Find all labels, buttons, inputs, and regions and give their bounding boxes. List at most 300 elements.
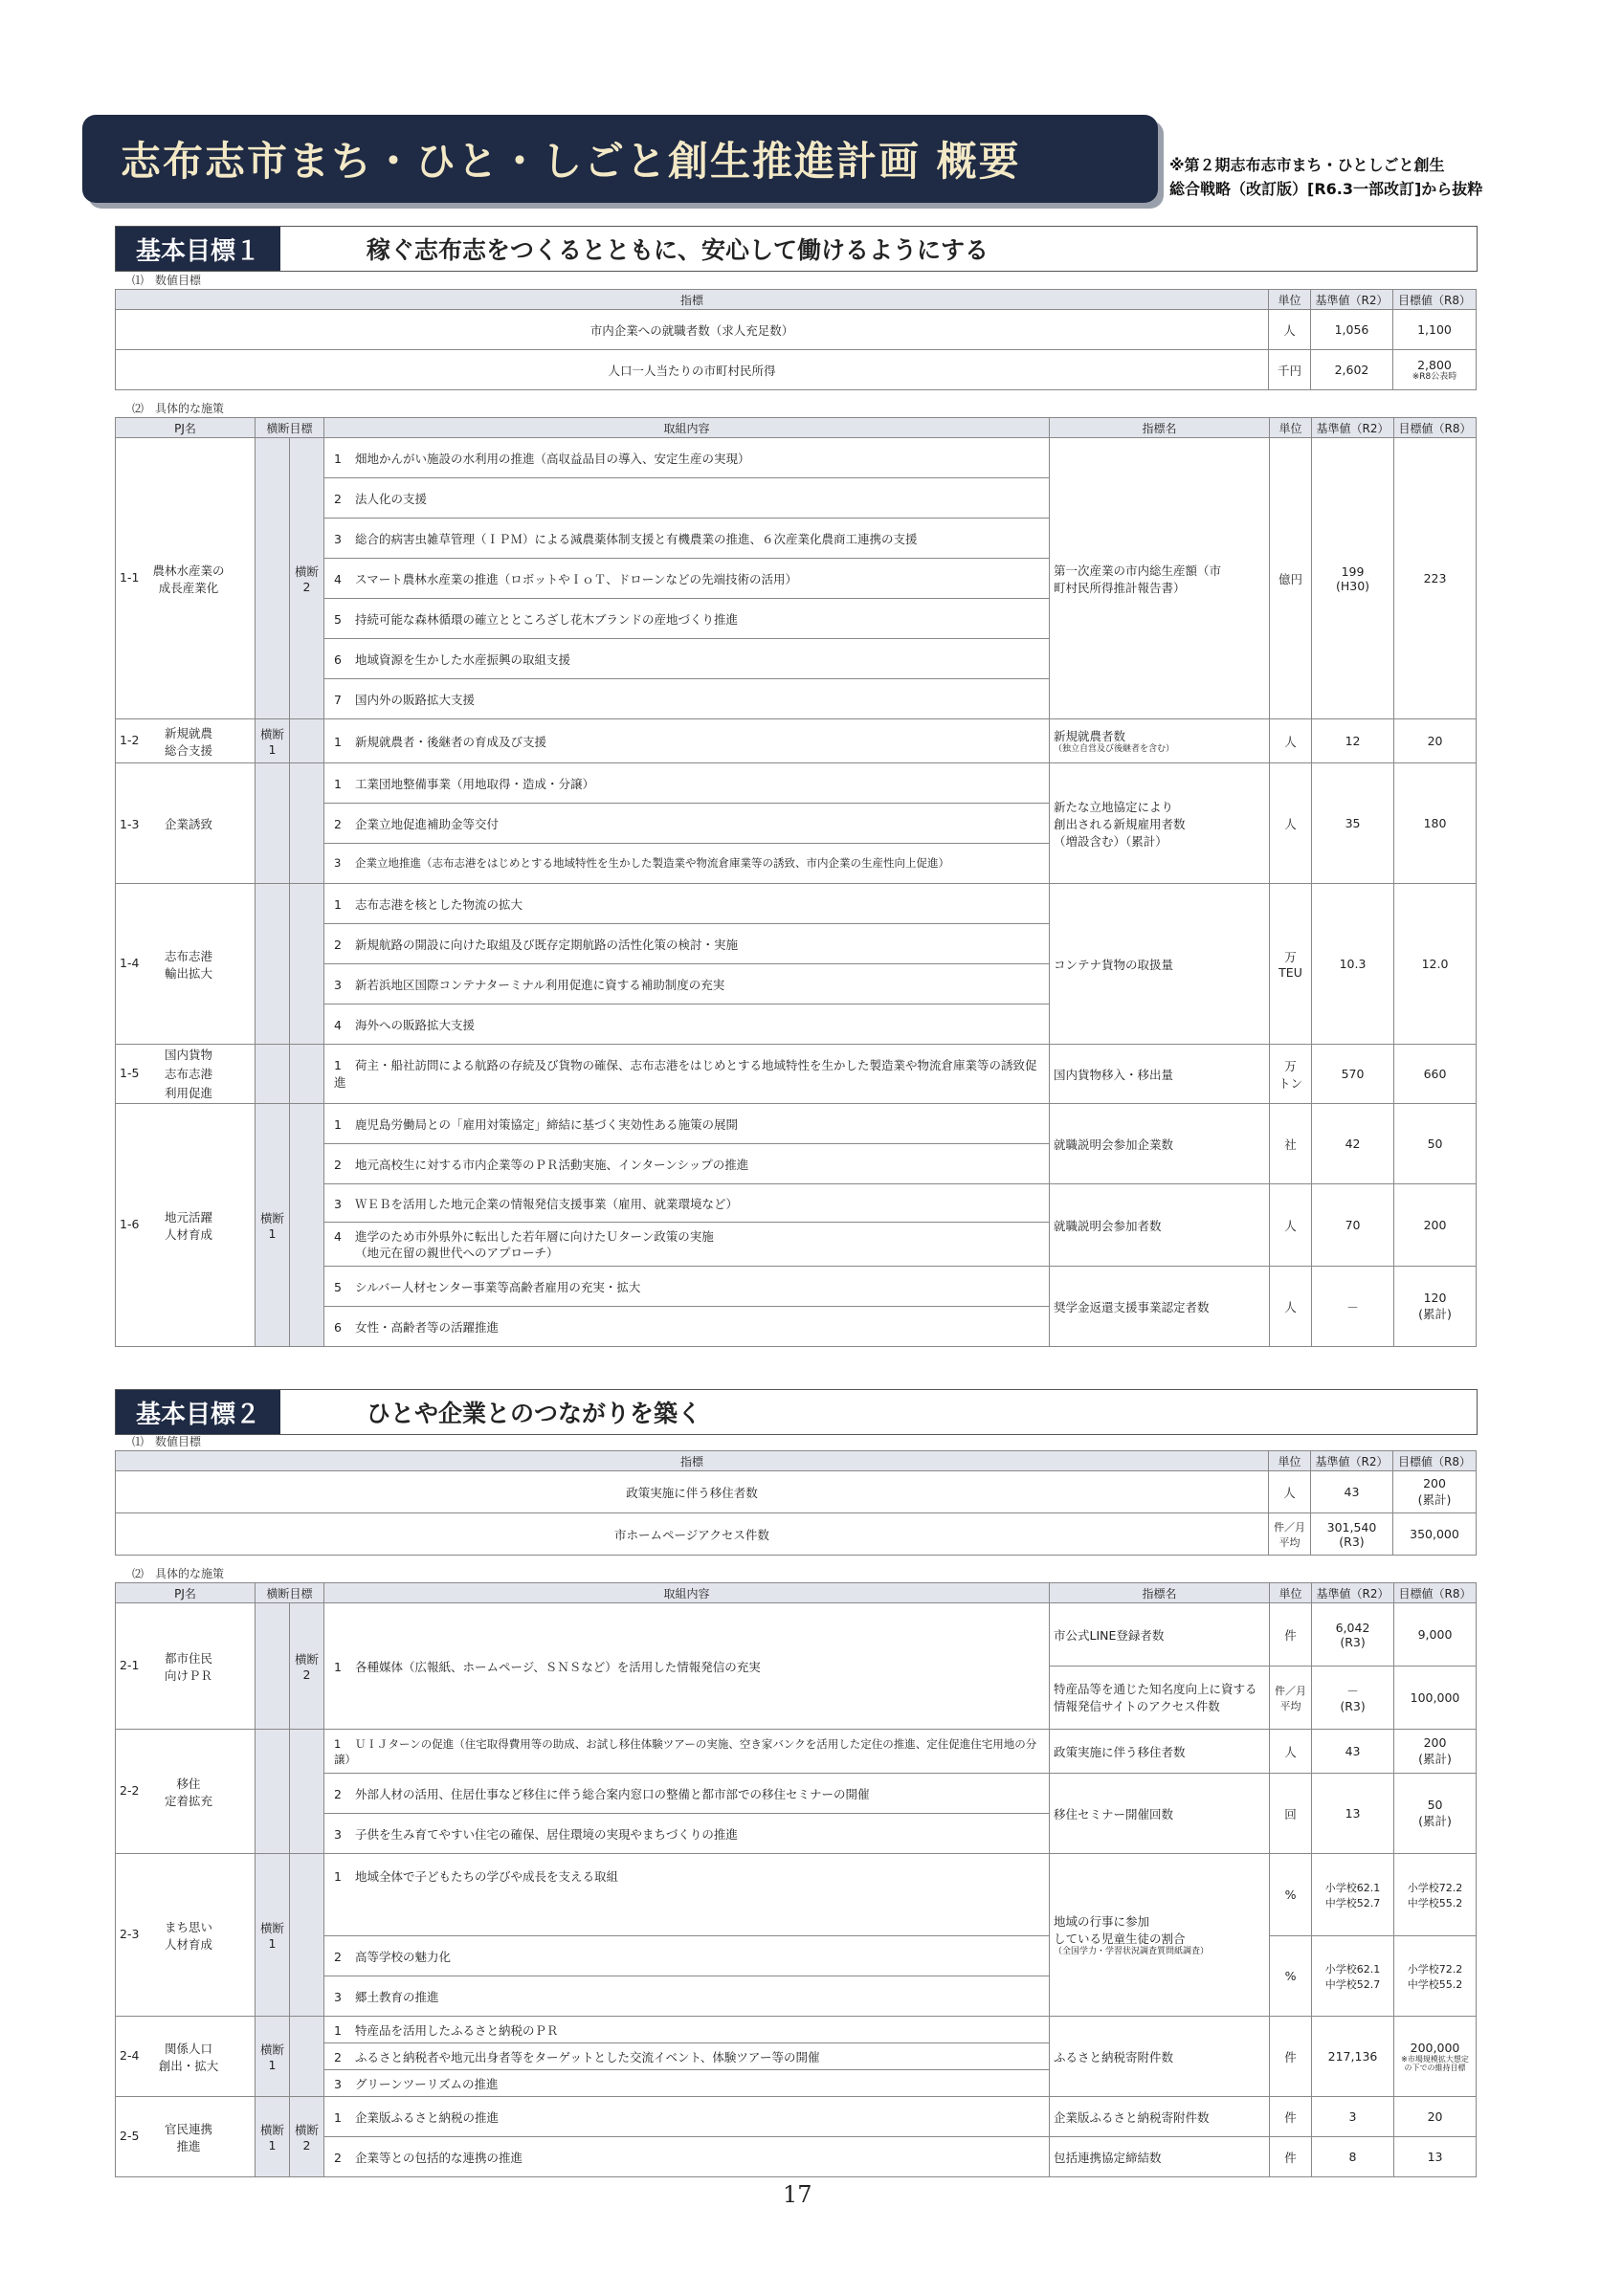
item-text: 持続可能な森林循環の確立とところざし花木ブランドの産地づくり推進 (355, 611, 739, 627)
col-indname: 指標名 (1050, 418, 1270, 438)
unit-cell: % (1270, 1854, 1312, 1936)
cross-cell (256, 719, 290, 763)
pj-name: 農林水産業の (152, 563, 225, 578)
indicator-cell: 市内企業への就職者数（求人充足数） (116, 310, 1269, 350)
item-text: 新規就農者・後継者の育成及び支援 (355, 734, 547, 749)
item-text: 志布志港を核とした物流の拡大 (355, 896, 523, 912)
pj-name: 輸出拡大 (164, 965, 212, 981)
col-unit: 単位 (1269, 1451, 1311, 1471)
goal2-header (115, 1389, 1478, 1435)
col-base: 基準値（R2） (1311, 1451, 1393, 1471)
unit-cell: 回 (1270, 1774, 1312, 1854)
base-value: 小学校62.1 (1324, 1881, 1381, 1894)
target-value: 200,000 (1410, 2041, 1460, 2055)
item-number: 2 (334, 2150, 342, 2165)
pj-number: 2-5 (120, 2129, 140, 2143)
pj-name: 人材育成 (164, 1226, 212, 1242)
list-item (324, 924, 1050, 964)
unit-cell: 件 (1270, 2137, 1312, 2177)
item-text: 地元高校生に対する市内企業等のＰＲ活動実施、インターンシップの推進 (355, 1157, 749, 1172)
unit-cell: % (1270, 1936, 1312, 2017)
cross-label: 横断 (259, 2123, 284, 2137)
cross-cell (290, 438, 324, 719)
pj-name: 都市住民 (164, 1650, 212, 1666)
base-cell (1312, 1667, 1394, 1730)
pj-name: 人材育成 (164, 1936, 212, 1952)
cross-cell (290, 1104, 324, 1347)
cross-number: 1 (268, 1226, 277, 1241)
numeric-goal-label: ⑴ 数値目標 (132, 1435, 202, 1448)
table-row (116, 1045, 1477, 1104)
item-number: 3 (334, 977, 342, 992)
item-number: 1 (334, 1057, 342, 1072)
list-item (324, 2043, 1050, 2070)
item-text: （地元在留の親世代へのアプローチ） (355, 1245, 559, 1260)
item-text: 畑地かんがい施設の水利用の推進（高収益品目の導入、安定生産の実現） (355, 451, 750, 466)
item-text: 荷主・船社訪問による航路の存続及び貨物の確保、志布志港をはじめとする地域特性を生かした製造業や物流倉庫業等の誘致促進 (334, 1057, 1037, 1090)
measures-label: ⑵ 具体的な施策 (132, 1567, 225, 1580)
unit-cell (1270, 1667, 1312, 1730)
list-item (324, 719, 1050, 763)
indname-cell: 移住セミナー開催回数 (1050, 1774, 1270, 1854)
pj-number: 1-2 (120, 733, 140, 747)
cross-cell (256, 763, 290, 884)
unit-text: 件／月 (1275, 1684, 1307, 1697)
numeric-goal-label: ⑴ 数値目標 (132, 274, 202, 287)
col-target: 目標値（R8） (1393, 290, 1477, 310)
unit-cell (1269, 1513, 1311, 1556)
unit-text: 万 (1284, 950, 1297, 964)
cross-label: 横断 (295, 564, 320, 579)
pj-name: 国内貨物 (164, 1047, 212, 1062)
base-value: 中学校52.7 (1324, 1896, 1381, 1910)
cross-cell (256, 884, 290, 1045)
item-text: 高等学校の魅力化 (355, 1949, 452, 1964)
item-text: 海外への販路拡大支援 (355, 1017, 476, 1032)
table-row (116, 763, 1477, 804)
item-number: 7 (334, 692, 342, 707)
base-cell: 43 (1312, 1730, 1394, 1774)
unit-cell (1270, 1045, 1312, 1104)
indname-cell: ふるさと納税寄附件数 (1050, 2017, 1270, 2097)
list-item (324, 559, 1050, 599)
item-text: 女性・高齢者等の活躍推進 (355, 1319, 500, 1335)
col-cross: 横断目標 (256, 1583, 324, 1603)
pj-name: 関係人口 (164, 2041, 212, 2056)
indname-text: している児童生徒の割合 (1054, 1932, 1186, 1946)
col-target: 目標値（R8） (1393, 1451, 1477, 1471)
indicator-cell: 市ホームページアクセス件数 (116, 1513, 1269, 1556)
target-cell: 20 (1394, 719, 1477, 763)
target-cell: 180 (1394, 763, 1477, 884)
item-number: 3 (334, 1826, 342, 1842)
pj-name: 向けＰＲ (164, 1667, 212, 1683)
item-number: 6 (334, 651, 342, 667)
table-row (116, 1603, 1477, 1667)
item-number: 4 (334, 1017, 342, 1032)
cross-cell (290, 1603, 324, 1730)
pj-name: 企業誘致 (164, 816, 212, 831)
unit-text: トン (1278, 1075, 1303, 1091)
col-base: 基準値（R2） (1312, 418, 1394, 438)
base-cell: 70 (1312, 1184, 1394, 1267)
cross-number: 1 (268, 2138, 277, 2152)
indname-cell (1050, 1854, 1270, 2017)
item-text: 特産品を活用したふるさと納税のＰＲ (355, 2022, 559, 2038)
item-number: 1 (334, 451, 342, 466)
target-cell: 200 (1394, 1184, 1477, 1267)
unit-cell: 人 (1270, 719, 1312, 763)
target-value: 中学校55.2 (1407, 1896, 1463, 1910)
target-value: 小学校72.2 (1407, 1962, 1463, 1976)
base-cell: 35 (1312, 763, 1394, 884)
cross-number: 1 (268, 1936, 277, 1951)
base-value: 199 (1341, 563, 1365, 579)
item-text: 総合的病害虫雑草管理（ＩＰＭ）による減農薬体制支援と有機農業の推進、６次産業化農商工連携の支援 (355, 531, 918, 546)
target-note: ※市場規模拡大想定の下での維持目標 (1401, 2055, 1469, 2072)
pj-number: 1-3 (120, 816, 140, 831)
base-value: － (1346, 1684, 1359, 1698)
cross-cell (256, 438, 290, 719)
col-indicator: 指標 (116, 290, 1269, 310)
col-unit: 単位 (1269, 290, 1311, 310)
indicator-cell: 人口一人当たりの市町村民所得 (116, 350, 1269, 390)
list-item (324, 1045, 1050, 1104)
indname-text: 町村民所得推計報告書） (1054, 580, 1186, 595)
base-cell: － (1312, 1267, 1394, 1347)
base-value: 301,540 (1326, 1519, 1377, 1534)
base-cell: 570 (1312, 1045, 1394, 1104)
list-item (324, 438, 1050, 478)
item-number: 1 (334, 2109, 342, 2125)
target-cell: 223 (1394, 438, 1477, 719)
item-text: 外部人材の活用、住居仕事など移住に伴う総合案内窓口の整備と都市部での移住セミナーの開催 (355, 1786, 870, 1801)
table-row (116, 2017, 1477, 2043)
base-note: (H30) (1335, 578, 1370, 593)
pj-name: 定着拡充 (164, 1793, 212, 1808)
table-row (116, 1104, 1477, 1144)
measures-label: ⑵ 具体的な施策 (132, 402, 225, 415)
base-cell: 3 (1312, 2097, 1394, 2137)
pj-name: 推進 (176, 2138, 201, 2153)
unit-cell: 人 (1270, 1184, 1312, 1267)
item-text: 地域資源を生かした水産振興の取組支援 (355, 651, 571, 667)
cross-number: 2 (302, 580, 311, 594)
list-item (324, 1223, 1050, 1267)
item-text: 工業団地整備事業（用地取得・造成・分譲） (355, 776, 595, 791)
target-cell: 660 (1394, 1045, 1477, 1104)
goal1-tag: 基本目標１ (116, 227, 280, 271)
table-row (116, 350, 1477, 390)
list-item (324, 599, 1050, 639)
item-number: 2 (334, 937, 342, 952)
pj-number: 1-5 (120, 1066, 140, 1080)
table-row (116, 2097, 1477, 2137)
item-number: 4 (334, 571, 342, 586)
list-item (324, 964, 1050, 1004)
list-item (324, 1104, 1050, 1144)
goal1-numeric-table (115, 289, 1477, 390)
indname-text: 第一次産業の市内総生産額（市 (1054, 563, 1222, 578)
base-cell (1312, 1936, 1394, 2017)
col-content: 取組内容 (324, 418, 1050, 438)
item-number: 1 (334, 1116, 342, 1132)
target-cell (1394, 1936, 1477, 2017)
unit-cell: 件 (1270, 2017, 1312, 2097)
pj-cell (116, 1730, 256, 1854)
list-item (324, 844, 1050, 884)
list-item (324, 1267, 1050, 1307)
item-text: ＷＥＢを活用した地元企業の情報発信支援事業（雇用、就業環境など） (355, 1196, 739, 1211)
item-number: 3 (334, 1196, 342, 1211)
target-cell (1393, 1471, 1477, 1513)
indname-text: 創出される新規雇用者数 (1054, 816, 1186, 831)
pj-number: 2-1 (120, 1658, 140, 1672)
pj-cell (116, 2097, 256, 2177)
target-cell (1394, 2017, 1477, 2097)
pj-name: 地元活躍 (164, 1209, 212, 1225)
pj-name: 官民連携 (164, 2121, 212, 2136)
indname-text: 地域の行事に参加 (1054, 1914, 1150, 1929)
unit-cell: 人 (1270, 763, 1312, 884)
page-title: 志布志市まち・ひと・しごと創生推進計画 概要 (121, 138, 1021, 185)
unit-cell: 千円 (1269, 350, 1311, 390)
goal1-title: 稼ぐ志布志をつくるとともに、安心して働けるようにする (367, 236, 989, 264)
item-text: 国内外の販路拡大支援 (355, 692, 476, 707)
list-item (324, 519, 1050, 559)
cross-cell (290, 2017, 324, 2097)
target-cell: 50 (1394, 1104, 1477, 1184)
list-item (324, 639, 1050, 679)
indname-cell (1050, 763, 1270, 884)
col-cross: 横断目標 (256, 418, 324, 438)
col-pj: PJ名 (116, 418, 256, 438)
item-text: 進学のため市外県外に転出した若年層に向けたＵターン政策の実施 (355, 1228, 714, 1244)
cross-number: 1 (268, 2058, 277, 2072)
source-note (1169, 153, 1482, 201)
pj-name: 移住 (176, 1776, 201, 1791)
indicator-cell: 政策実施に伴う移住者数 (116, 1471, 1269, 1513)
item-number: 2 (334, 1157, 342, 1172)
base-note: (R3) (1339, 1534, 1365, 1549)
base-cell: 1,056 (1311, 310, 1393, 350)
item-number: 3 (334, 1989, 342, 2004)
base-cell: 13 (1312, 1774, 1394, 1854)
base-cell (1311, 1513, 1393, 1556)
page-number: 17 (783, 2181, 812, 2208)
pj-number: 2-2 (120, 1783, 140, 1798)
target-cell (1394, 1854, 1477, 1936)
cross-cell (256, 1854, 290, 2017)
item-number: 2 (334, 491, 342, 506)
item-number: 1 (334, 734, 342, 749)
cross-cell (290, 1854, 324, 2017)
cross-number: 2 (302, 1667, 311, 1682)
indname-cell: 就職説明会参加者数 (1050, 1184, 1270, 1267)
list-item (324, 1774, 1050, 1814)
target-cell (1394, 1730, 1477, 1774)
base-cell (1312, 438, 1394, 719)
pj-cell (116, 1045, 256, 1104)
item-number: 1 (334, 1736, 342, 1751)
item-text: 企業等との包括的な連携の推進 (355, 2150, 523, 2165)
item-text: シルバー人材センター事業等高齢者雇用の充実・拡大 (355, 1279, 641, 1294)
target-value: 2,800 (1417, 357, 1452, 372)
item-text: 法人化の支援 (355, 491, 428, 506)
col-base: 基準値（R2） (1312, 1583, 1394, 1603)
list-item (324, 1814, 1050, 1854)
source-note-line: ※第２期志布志市まち・ひとしごと創生 (1169, 156, 1445, 174)
table-row (116, 1854, 1477, 1936)
col-indname: 指標名 (1050, 1583, 1270, 1603)
col-base: 基準値（R2） (1311, 290, 1393, 310)
item-number: 1 (334, 1869, 342, 1884)
item-number: 5 (334, 611, 342, 627)
table-row (116, 719, 1477, 763)
item-number: 2 (334, 816, 342, 831)
pj-number: 2-3 (120, 1927, 140, 1941)
goal2-measures-table (115, 1582, 1477, 2177)
list-item (324, 763, 1050, 804)
pj-number: 1-1 (120, 570, 140, 585)
item-text: 子供を生み育てやすい住宅の確保、居住環境の実現やまちづくりの推進 (355, 1826, 738, 1842)
pj-name: 成長産業化 (158, 580, 219, 595)
pj-cell (116, 719, 256, 763)
list-item (324, 1936, 1050, 1976)
goal2-tag: 基本目標２ (116, 1390, 280, 1434)
list-item (324, 2070, 1050, 2097)
base-cell: 10.3 (1312, 884, 1394, 1045)
item-number: 2 (334, 1949, 342, 1964)
target-value: 120 (1423, 1291, 1447, 1305)
col-content: 取組内容 (324, 1583, 1050, 1603)
item-text: 企業立地促進補助金等交付 (355, 816, 500, 831)
table-row (116, 310, 1477, 350)
list-item (324, 1976, 1050, 2017)
pj-cell (116, 884, 256, 1045)
item-number: 6 (334, 1319, 342, 1335)
list-item (324, 1603, 1050, 1730)
list-item (324, 2137, 1050, 2177)
item-number: 1 (334, 896, 342, 912)
cross-cell (256, 2017, 290, 2097)
item-number: 3 (334, 531, 342, 546)
cross-cell (256, 1045, 290, 1104)
item-text: 地域全体で子どもたちの学びや成長を支える取組 (355, 1869, 619, 1884)
base-cell: 217,136 (1312, 2017, 1394, 2097)
base-value: 6,042 (1335, 1620, 1370, 1635)
item-number: 2 (334, 1786, 342, 1801)
indname-text: 新規就農者数 (1054, 729, 1126, 743)
base-cell (1312, 1603, 1394, 1667)
target-value: 200 (1423, 1735, 1447, 1750)
cross-label: 横断 (295, 1652, 320, 1667)
pj-name: 志布志港 (164, 1066, 212, 1081)
indname-text: （増設含む）（累計） (1054, 833, 1167, 849)
unit-cell: 人 (1270, 1267, 1312, 1347)
goal2-numeric-table (115, 1450, 1477, 1556)
unit-cell: 人 (1269, 1471, 1311, 1513)
indname-cell (1050, 438, 1270, 719)
table-row (116, 1471, 1477, 1513)
pj-name: 創出・拡大 (158, 2058, 219, 2073)
item-number: 3 (334, 856, 342, 870)
base-value: 小学校62.1 (1324, 1962, 1381, 1976)
pj-cell (116, 1854, 256, 2017)
pj-number: 2-4 (120, 2048, 140, 2063)
target-cell: 20 (1394, 2097, 1477, 2137)
list-item (324, 804, 1050, 844)
goal2-title: ひとや企業とのつながりを築く (367, 1400, 702, 1427)
list-item (324, 2017, 1050, 2043)
unit-text: 件／月 (1274, 1520, 1305, 1534)
source-note-line: 総合戦略（改訂版）[R6.3一部改訂]から抜粋 (1169, 180, 1483, 198)
item-text: 各種媒体（広報紙、ホームページ、ＳＮＳなど）を活用した情報発信の充実 (355, 1659, 761, 1674)
item-number: 4 (334, 1228, 342, 1244)
goal1-header (115, 226, 1478, 272)
item-number: 3 (334, 2076, 342, 2091)
item-number: 1 (334, 776, 342, 791)
indname-cell: 市公式LINE登録者数 (1050, 1603, 1270, 1667)
indname-cell: 国内貨物移入・移出量 (1050, 1045, 1270, 1104)
base-cell: 12 (1312, 719, 1394, 763)
target-cell: 1,100 (1393, 310, 1477, 350)
base-value: 中学校52.7 (1324, 1977, 1381, 1991)
indname-cell (1050, 719, 1270, 763)
item-text: グリーンツーリズムの推進 (355, 2076, 499, 2091)
item-text: 企業版ふるさと納税の推進 (355, 2109, 500, 2125)
cross-cell (256, 1603, 290, 1730)
cross-label: 横断 (259, 1211, 284, 1225)
unit-cell: 億円 (1270, 438, 1312, 719)
item-number: 5 (334, 1279, 342, 1294)
pj-number: 1-6 (120, 1217, 140, 1231)
col-target: 目標値（R8） (1394, 1583, 1477, 1603)
cross-cell (256, 2097, 290, 2177)
target-cell: 100,000 (1394, 1667, 1477, 1730)
item-text: 企業立地推進（志布志港をはじめとする地域特性を生かした製造業や物流倉庫業等の誘致、市内企業の生産性向上促進） (355, 856, 950, 870)
base-note: (R3) (1340, 1634, 1366, 1649)
item-text: 新若浜地区国際コンテナターミナル利用促進に資する補助制度の充実 (355, 977, 725, 992)
target-note: (累計) (1417, 1492, 1452, 1507)
target-cell (1394, 1774, 1477, 1854)
title-banner (82, 115, 1158, 203)
cross-cell (290, 1730, 324, 1854)
unit-cell: 件 (1270, 2097, 1312, 2137)
list-item (324, 1144, 1050, 1184)
indname-cell: 奨学金返還支援事業認定者数 (1050, 1267, 1270, 1347)
col-unit: 単位 (1270, 1583, 1312, 1603)
unit-text: 平均 (1279, 1699, 1301, 1712)
target-value: 50 (1427, 1798, 1443, 1812)
base-note: (R3) (1340, 1699, 1366, 1713)
base-cell (1312, 1854, 1394, 1936)
item-text: ふるさと納税者や地元出身者等をターゲットとした交流イベント、体験ツアー等の開催 (355, 2049, 820, 2064)
base-cell: 2,602 (1311, 350, 1393, 390)
indname-cell: 特産品等を通じた知名度向上に資する情報発信サイトのアクセス件数 (1050, 1667, 1270, 1730)
pj-number: 1-4 (120, 956, 140, 970)
target-cell (1393, 350, 1477, 390)
item-text: 郷土教育の推進 (355, 1989, 439, 2004)
table-row (116, 884, 1477, 924)
item-number: 1 (334, 1659, 342, 1674)
target-cell: 12.0 (1394, 884, 1477, 1045)
target-cell: 9,000 (1394, 1603, 1477, 1667)
unit-text: TEU (1278, 965, 1302, 980)
base-cell: 43 (1311, 1471, 1393, 1513)
base-cell: 42 (1312, 1104, 1394, 1184)
indname-note: （独立自営及び後継者を含む） (1054, 744, 1175, 754)
